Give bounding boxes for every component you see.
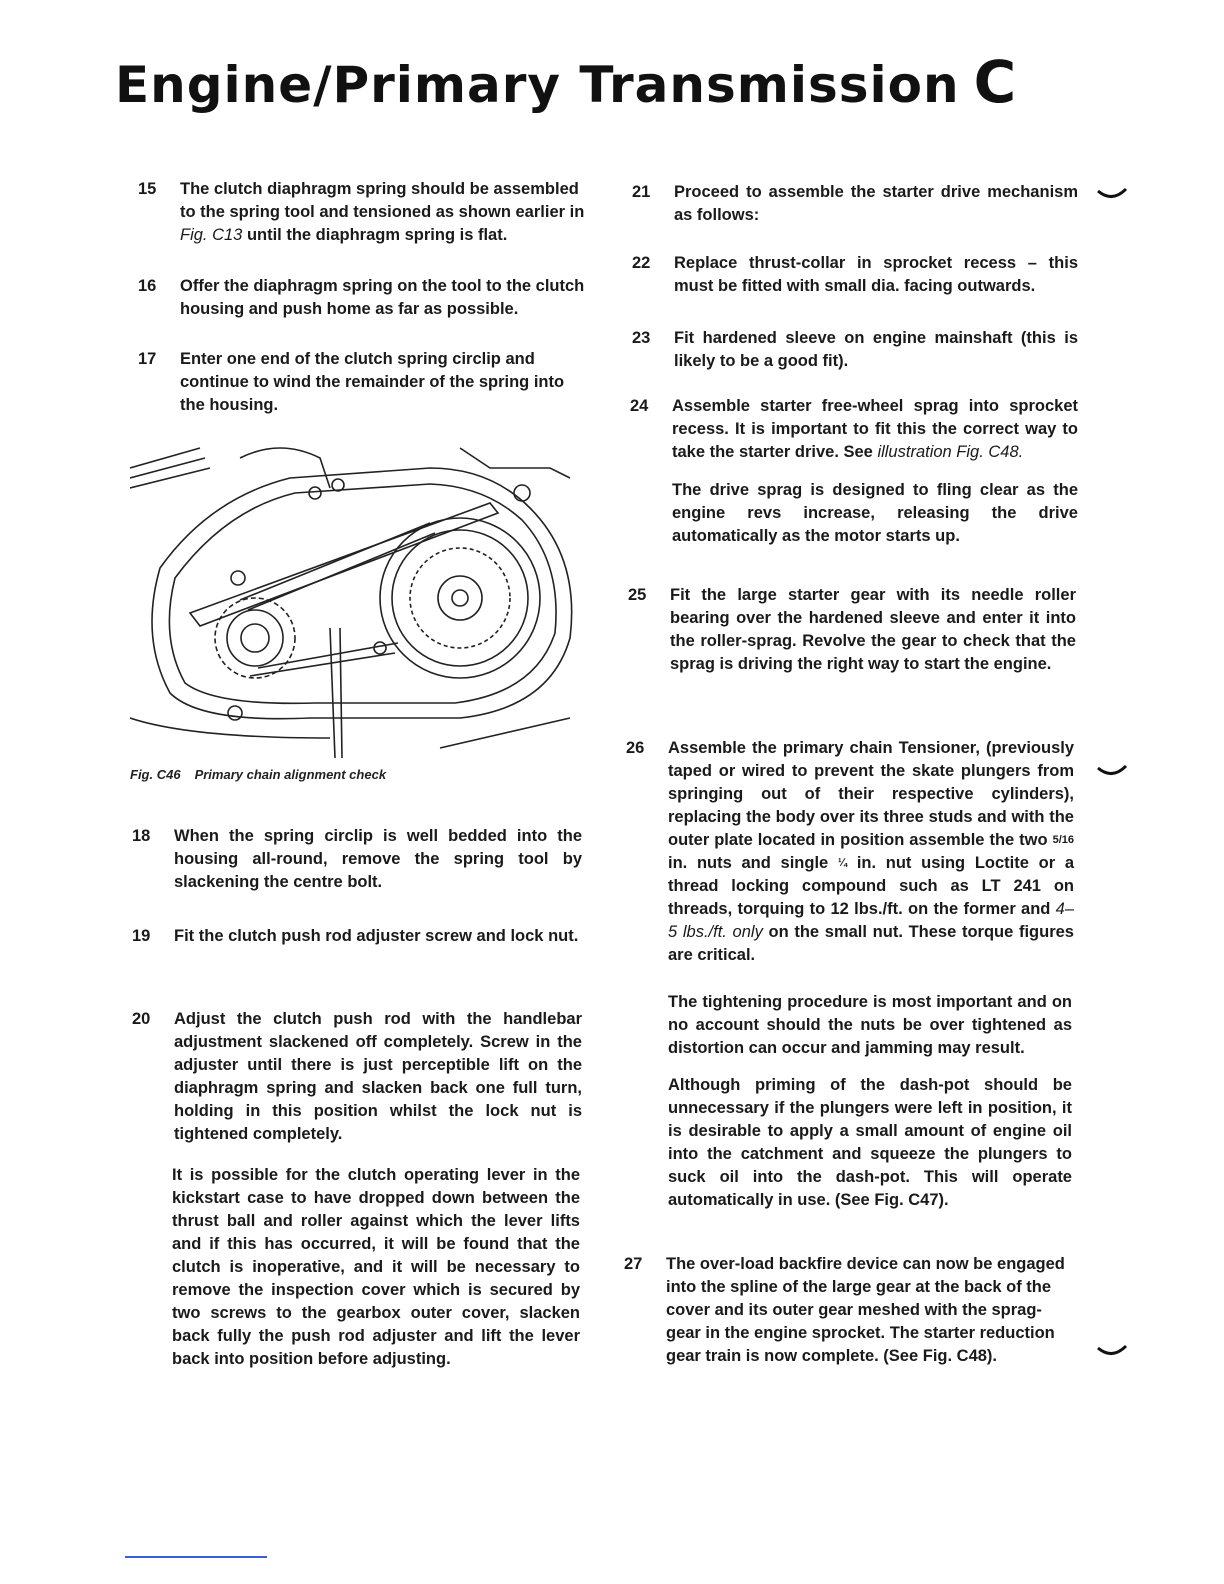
paragraph-26b: The tightening procedure is most important and on no account should the nuts be over tightened as distortion can occur and jamming may result.: [668, 993, 1072, 1057]
margin-mark: [1096, 185, 1130, 205]
step-27: 27 The over-load backfire device can now be engaged into the spline of the large gear at the back of the cover and its outer gear meshed with the sprag-gear in the engine sprocket. The starter reduction gear train is now complete. (See Fig. C48).: [624, 1255, 1065, 1365]
step-19: 19 Fit the clutch push rod adjuster screw and lock nut.: [132, 927, 579, 945]
step-25: 25 Fit the large starter gear with its needle roller bearing over the hardened sleeve and enter it into the roller-sprag. Revolve the gear to check that the sprag is driving the right way to start the engine.: [628, 586, 1076, 673]
paragraph-20b: It is possible for the clutch operating lever in the kickstart case to have dropped down between the thrust ball and roller against which the lever lifts and if this has occurred, it will be found that the clutch is inoperative, and it will be necessary to remove the inspection cover which is secured by two screws to the gearbox outer cover, slacken back fully the push rod adjuster and lift the lever back into position before adjusting.: [172, 1166, 580, 1368]
step-24: 24 Assemble starter free-wheel sprag into sprocket recess. It is important to fit this the correct way to take the starter drive. See illustration Fig. C48.: [630, 397, 1078, 461]
step-16: 16 Offer the diaphragm spring on the tool to the clutch housing and push home as far as possible.: [138, 277, 585, 318]
step-22: 22 Replace thrust-collar in sprocket recess – this must be fitted with small dia. facing outwards.: [632, 254, 1078, 295]
figure-caption: [130, 767, 400, 782]
step-17: 17 Enter one end of the clutch spring circlip and continue to wind the remainder of the spring into the housing.: [138, 350, 565, 414]
step-18: 18 When the spring circlip is well bedded into the housing all-round, remove the spring tool by slackening the centre bolt.: [132, 827, 582, 891]
title-text: Engine/Primary Transmission: [115, 56, 960, 114]
figure-label: Fig. C46: [130, 767, 181, 782]
step-21: 21 Proceed to assemble the starter drive mechanism as follows:: [632, 183, 1078, 224]
margin-mark: [1096, 1342, 1130, 1362]
paragraph-26c: Although priming of the dash-pot should be unnecessary if the plungers were left in position, it is desirable to apply a small amount of engine oil into the catchment and squeeze the plungers to suck oil into the dash-pot. This will operate automatically in use. (See Fig. C47).: [668, 1076, 1072, 1209]
step-15: 15 The clutch diaphragm spring should be assembled to the spring tool and tensioned as shown earlier in Fig. C13 until the diaphragm spring is flat.: [138, 180, 585, 244]
fraction-quarter: ¼: [837, 857, 848, 869]
bottom-link-line: [125, 1556, 267, 1558]
page-title: [115, 48, 1017, 116]
torque-emphasis: 4–5 lbs./ft. only: [668, 900, 1074, 941]
paragraph-24b: The drive sprag is designed to fling clear as the engine revs increase, releasing the drive automatically as the motor starts up.: [672, 481, 1078, 545]
fig-ref-c48: illustration Fig. C48.: [877, 443, 1024, 461]
step-26: 26 Assemble the primary chain Tensioner, (previously taped or wired to prevent the skate plungers from springing out of their respective cylinders), replacing the body over its three studs and with the outer plate located in position assemble the two 5/16 in. nuts and single ¼ in. nut using Loctite or a thread locking compound such as LT 241 on threads, torquing to 12 lbs./ft. on the former and 4–5 lbs./ft. only on the small nut. These torque figures are critical.: [626, 739, 1074, 964]
margin-mark: [1096, 762, 1130, 782]
step-23: 23 Fit hardened sleeve on engine mainshaft (this is likely to be a good fit).: [632, 329, 1078, 370]
primary-chain-figure: [130, 438, 590, 758]
section-letter: C: [973, 48, 1018, 116]
figure-caption-text: Primary chain alignment check: [194, 767, 387, 782]
step-20: 20 Adjust the clutch push rod with the handlebar adjustment slackened off completely. Screw in the adjuster until there is just perceptible lift on the diaphragm spring and slacken back one full turn, holding in this position whilst the lock nut is tightened completely.: [132, 1010, 582, 1143]
fraction-5-16: 5/16: [1052, 834, 1074, 846]
fig-ref-c13: Fig. C13: [180, 226, 243, 244]
